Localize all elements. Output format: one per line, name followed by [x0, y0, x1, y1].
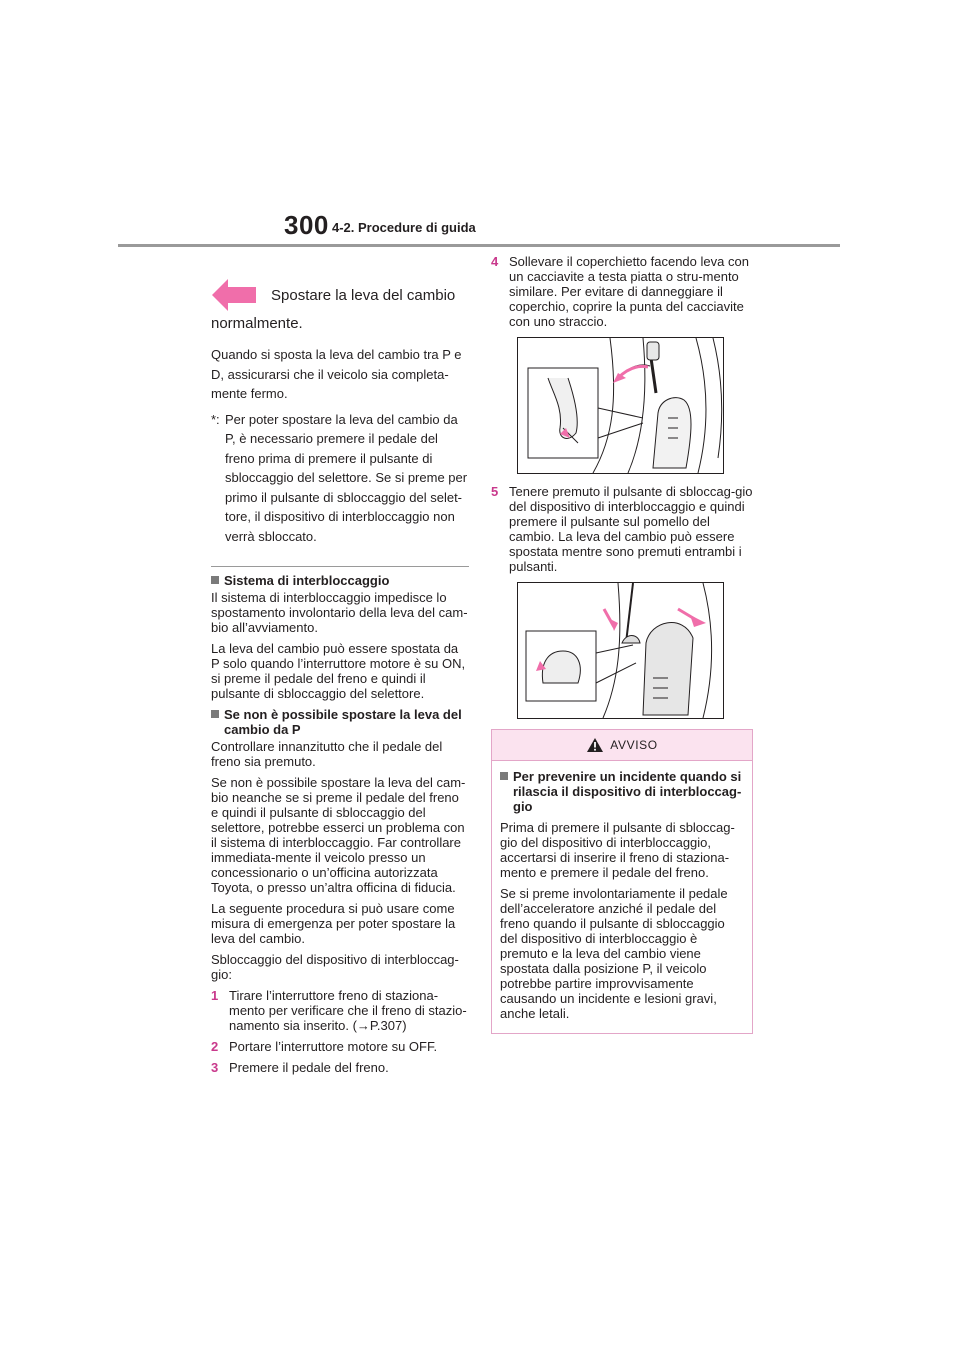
warning-header	[492, 730, 752, 761]
step-3	[211, 1060, 469, 1075]
step-number: 1	[211, 988, 219, 1003]
square-bullet-icon	[500, 772, 508, 780]
warning-box	[491, 729, 753, 1034]
header-rule	[118, 244, 840, 247]
shift-note: Quando si sposta la leva del cambio tra P e D, assicurarsi che il veicolo sia completa-mente fermo.	[211, 347, 462, 401]
figure-press-buttons-illustration	[518, 583, 723, 718]
warning-paragraph: Se si preme involontariamente il pedale dell’acceleratore anziché il pedale del freno quando il pulsante di sbloccaggio del dispositivo di interbloccaggio è premuto e la leva del cambio viene spostata dalla posizione P, il veicolo potrebbe partire improvvisamente causando un incidente e lesioni gravi, anche letali.	[500, 886, 728, 1021]
figure-lift-cover-illustration	[518, 338, 723, 473]
arrow-text: Spostare la leva del cambio	[271, 286, 456, 304]
paragraph: Controllare innanzitutto che il pedale del freno sia premuto.	[211, 739, 443, 769]
warning-triangle-icon	[586, 737, 604, 753]
square-bullet-icon	[211, 710, 219, 718]
arrow-left-icon	[211, 278, 257, 312]
step-number: 4	[491, 254, 499, 269]
step-number: 3	[211, 1060, 219, 1075]
footnote-text: Per poter spostare la leva del cambio da P, è necessario premere il pedale del freno prima di premere il pulsante di sbloccaggio del selettore. Se si preme per primo il pulsante di sbloccaggio del selet-tore, il dispositivo di interbloccaggio non verrà sbloccato.	[225, 411, 468, 544]
footnote-mark: *:	[211, 411, 220, 427]
continuation-row	[211, 278, 469, 312]
square-bullet-icon	[211, 576, 219, 584]
step-1	[211, 988, 469, 1033]
left-column	[211, 278, 469, 1081]
warning-subheading-text: Per prevenire un incidente quando si rilascia il dispositivo di interbloccag-gio	[513, 769, 742, 814]
step-number: 2	[211, 1039, 219, 1054]
continuation-text: normalmente.	[211, 315, 303, 332]
subheading-interlock	[211, 573, 469, 588]
warning-title: AVVISO	[610, 737, 658, 752]
right-column	[491, 254, 753, 1034]
figure-lift-cover	[517, 337, 724, 474]
figure-press-buttons	[517, 582, 724, 719]
warning-body	[492, 761, 752, 1033]
warning-paragraph: Prima di premere il pulsante di sbloccag-gio del dispositivo di interbloccaggio, accertarsi di inserire il freno di staziona-mento e premere il pedale del freno.	[500, 820, 735, 880]
section-divider	[211, 566, 469, 567]
step-text: Portare l’interruttore motore su OFF.	[229, 1039, 438, 1054]
subheading-cannot-shift	[211, 707, 469, 737]
subheading-text: Sistema di interbloccaggio	[224, 573, 390, 588]
page-number: 300	[284, 210, 329, 240]
paragraph: La seguente procedura si può usare come misura di emergenza per poter spostare la leva del cambio.	[211, 901, 456, 946]
step-text: Sollevare il coperchietto facendo leva con un cacciavite a testa piatta o stru-mento similare. Per evitare di danneggiare il coperchio, coprire la punta del cacciavite con uno straccio.	[509, 254, 749, 329]
paragraph: Sbloccaggio del dispositivo di interbloccag-gio:	[211, 952, 459, 982]
step-text: Premere il pedale del freno.	[229, 1060, 389, 1075]
step-text: Tirare l’interruttore freno di staziona-mento per verificare che il freno di stazio-namento sia inserito. (→P.307)	[229, 988, 467, 1033]
footnote	[211, 410, 469, 547]
subheading-text: Se non è possibile spostare la leva del cambio da P	[224, 707, 462, 737]
step-number: 5	[491, 484, 499, 499]
paragraph: La leva del cambio può essere spostata da P solo quando l’interruttore motore è su ON, si preme il pedale del freno e quindi il pulsante di sbloccaggio del selettore.	[211, 641, 466, 701]
step-2	[211, 1039, 469, 1054]
section-header: 4-2. Procedure di guida	[332, 220, 476, 235]
step-4	[491, 254, 753, 329]
step-text: Tenere premuto il pulsante di sbloccag-gio del dispositivo di interbloccaggio e quindi premere il pulsante sul pomello del cambio. La leva del cambio può essere spostata mentre sono premuti entrambi i pulsanti.	[509, 484, 753, 574]
warning-subheading	[500, 769, 744, 814]
paragraph: Se non è possibile spostare la leva del cam-bio neanche se si preme il pedale del freno e quindi il pulsante di sbloccaggio del selettore, potrebbe esserci un problema con il sistema di interbloccaggio. Far controllare immediata-mente il veicolo presso un concessionario o un’officina autorizzata Toyota, o presso un’altra officina di fiducia.	[211, 775, 466, 895]
step-5	[491, 484, 753, 574]
paragraph: Il sistema di interbloccaggio impedisce lo spostamento involontario della leva del cam-bio all’avviamento.	[211, 590, 468, 635]
